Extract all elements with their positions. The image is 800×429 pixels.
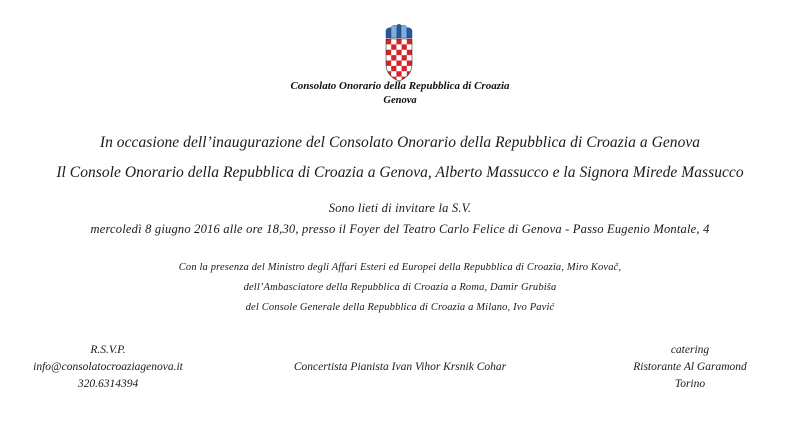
consulate-name: Consolato Onorario della Repubblica di Croazia [290, 80, 510, 92]
crest-red-square [391, 66, 396, 71]
invitation-line-2: mercoledì 8 giugno 2016 alle ore 18,30, presso il Foyer del Teatro Carlo Felice di Genova - Passo Eugenio Montale, 4 [90, 222, 710, 236]
crest-red-square [386, 50, 391, 55]
concert-text: Concertista Pianista Ivan Vihor Krsnik Cohar [293, 361, 507, 373]
crest-red-square [407, 61, 412, 66]
rsvp-phone: 320.6314394 [77, 378, 139, 390]
announcement-line-2: Il Console Onorario della Repubblica di Croazia a Genova, Alberto Massucco e la Signora Mirede Massucco [56, 164, 744, 181]
invitation-line-1: Sono lieti di invitare la S.V. [328, 201, 472, 215]
rsvp-label: R.S.V.P. [90, 344, 126, 356]
consulate-city: Genova [383, 95, 417, 106]
presence-line-1: Con la presenza del Ministro degli Affari Esteri ed Europei della Repubblica di Croazia, Miro Kovač, [178, 262, 622, 273]
crest-red-square [402, 44, 407, 49]
crest-red-square [396, 61, 401, 66]
crest-red-square [396, 71, 401, 76]
crest-red-square [407, 39, 412, 44]
crest-red-square [407, 50, 412, 55]
catering-label: catering [670, 344, 710, 356]
catering-city: Torino [674, 378, 706, 390]
crest-crown [386, 24, 412, 38]
croatian-coat-of-arms-icon [384, 24, 414, 82]
crest-red-square [402, 66, 407, 71]
rsvp-email: info@consolatocroaziagenova.it [33, 361, 183, 373]
presence-line-2: dell’Ambasciatore della Repubblica di Croazia a Roma, Damir Grubiša [243, 282, 557, 293]
announcement-line-1: In occasione dell’inaugurazione del Consolato Onorario della Repubblica di Croazia a Genova [99, 134, 701, 151]
catering-block [590, 342, 790, 393]
rsvp-block [8, 342, 208, 393]
crest-red-square [396, 50, 401, 55]
crest-red-square [386, 61, 391, 66]
crest-red-square [391, 44, 396, 49]
catering-name: Ristorante Al Garamond [633, 361, 747, 373]
crest-red-square [396, 39, 401, 44]
crest-red-square [391, 55, 396, 60]
concert-block [240, 359, 560, 376]
crest-red-square [402, 55, 407, 60]
crest-red-square [386, 39, 391, 44]
presence-line-3: del Console Generale della Repubblica di Croazia a Milano, Ivo Pavić [245, 302, 555, 313]
